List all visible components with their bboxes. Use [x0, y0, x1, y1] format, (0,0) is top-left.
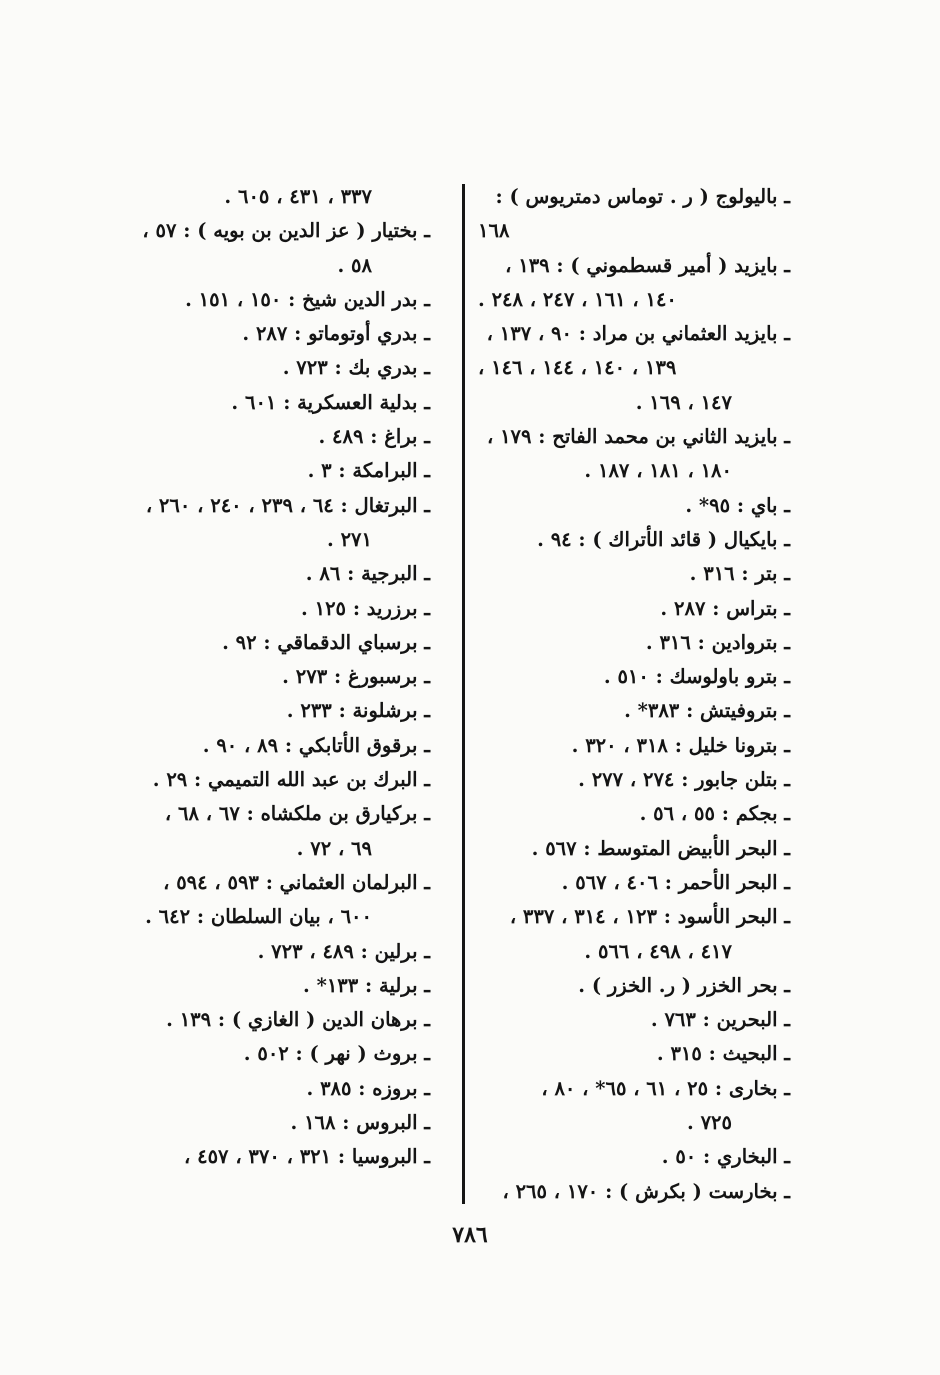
index-entry-continuation: ٥٨ . — [337, 253, 372, 277]
column-divider — [462, 184, 465, 1204]
index-entry: ـ بختيار ( عز الدين بن بويه ) : ٥٧ ، — [142, 219, 430, 243]
index-entry: ـ البرجية : ٨٦ . — [305, 562, 430, 586]
index-entry: ـ برلين : ٤٨٩ ، ٧٢٣ . — [257, 939, 430, 963]
index-entry: ـ البرك بن عبد الله التميمي : ٢٩ . — [152, 768, 430, 792]
index-entry-continuation: ٤١٧ ، ٤٩٨ ، ٥٦٦ . — [584, 939, 732, 963]
index-entry: ـ بركيارق بن ملكشاه : ٦٧ ، ٦٨ ، — [164, 802, 430, 826]
index-entry-continuation: ١٣٩ ، ١٤٠ ، ١٤٤ ، ١٤٦ ، — [478, 356, 677, 380]
index-entry: ـ بايزيد العثماني بن مراد : ٩٠ ، ١٣٧ ، — [486, 322, 790, 346]
index-entry: ـ البروس : ١٦٨ . — [290, 1111, 430, 1135]
index-entry: ـ بخارست ( بكرش ) : ١٧٠ ، ٢٦٥ ، — [502, 1179, 790, 1203]
index-entry: ـ بجكم : ٥٥ ، ٥٦ . — [639, 802, 790, 826]
index-entry: ـ باليولوج ( ر . توماس دمتريوس ) : — [495, 185, 790, 208]
index-entry: ـ بتراس : ٢٨٧ . — [660, 596, 790, 620]
index-column-left — [108, 180, 430, 1175]
index-entry: ـ براغ : ٤٨٩ . — [318, 425, 430, 449]
index-entry: ـ بدلية العسكرية : ٦٠١ . — [231, 390, 430, 414]
index-entry: ـ البروسيا : ٣٢١ ، ٣٧٠ ، ٤٥٧ ، — [184, 1145, 430, 1169]
index-entry: ـ برسبورغ : ٢٧٣ . — [282, 665, 430, 689]
index-entry: ـ البرتغال : ٦٤ ، ٢٣٩ ، ٢٤٠ ، ٢٦٠ ، — [145, 493, 430, 517]
index-entry: ـ بدري بك : ٧٢٣ . — [282, 356, 430, 380]
index-entry: ـ برلية : ١٣٣* . — [303, 973, 430, 997]
index-entry: ـ البرامكة : ٣ . — [307, 459, 430, 483]
index-entry: ـ البرلمان العثماني : ٥٩٣ ، ٥٩٤ ، — [163, 870, 430, 894]
index-entry: ـ برقوق الأتابكي : ٨٩ ، ٩٠ . — [202, 733, 430, 757]
index-entry: ـ بتروادين : ٣١٦ . — [645, 630, 790, 654]
index-entry: ـ باي : ٩٥* . — [685, 493, 790, 517]
index-entry-continuation: ١٦٨ — [478, 219, 510, 243]
index-entry: ـ البحيث : ٣١٥ . — [656, 1042, 790, 1066]
index-entry: ـ البخاري : ٥٠ . — [661, 1145, 790, 1169]
index-entry: ـ بخارى : ٢٥ ، ٦١ ، ٦٥* ، ٨٠ ، — [541, 1076, 790, 1100]
index-entry: ـ بايزيد ( أمير قسطموني ) : ١٣٩ ، — [505, 253, 790, 277]
index-entry: ـ البحر الأحمر : ٤٠٦ ، ٥٦٧ . — [561, 870, 790, 894]
index-entry: ـ بدري أوتوماتو : ٢٨٧ . — [242, 322, 430, 346]
index-entry: ـ البحر الأسود : ١٢٣ ، ٣١٤ ، ٣٣٧ ، — [509, 905, 790, 929]
index-entry: ـ بتر : ٣١٦ . — [689, 562, 790, 586]
index-entry-continuation: ١٨٠ ، ١٨١ ، ١٨٧ . — [584, 459, 732, 483]
index-column-right — [478, 180, 790, 1209]
index-entry: ـ بروزه : ٣٨٥ . — [306, 1076, 430, 1100]
index-entry: ـ برسباي الدقماقي : ٩٢ . — [222, 630, 430, 654]
index-entry: ـ برشلونة : ٢٣٣ . — [286, 699, 430, 723]
index-entry: ـ بتروفيتش : ٣٨٣* . — [624, 699, 790, 723]
index-entry-continuation: ٦٠٠ ، بيان السلطان : ٦٤٢ . — [145, 905, 372, 929]
index-entry: ـ بايزيد الثاني بن محمد الفاتح : ١٧٩ ، — [486, 425, 790, 449]
index-entry: ـ البحر الأبيض المتوسط : ٥٦٧ . — [531, 836, 790, 860]
index-entry: ـ بترونا خليل : ٣١٨ ، ٣٢٠ . — [571, 733, 790, 757]
index-entry: ـ بتلن جابور : ٢٧٤ ، ٢٧٧ . — [578, 768, 790, 792]
index-entry: ـ برهان الدين ( الغازي ) : ١٣٩ . — [166, 1008, 430, 1032]
index-entry: ـ برزريد : ١٢٥ . — [301, 596, 430, 620]
index-entry-continuation: ١٤٠ ، ١٦١ ، ٢٤٧ ، ٢٤٨ . — [478, 287, 677, 311]
index-entry: ـ بدر الدين شيخ : ١٥٠ ، ١٥١ . — [185, 287, 430, 311]
index-entry: ـ بحر الخزر ( ر. الخزر ) . — [578, 973, 790, 997]
index-entry: ـ بايكيال ( قائد الأتراك ) : ٩٤ . — [537, 527, 790, 551]
page-number: ٧٨٦ — [452, 1222, 488, 1248]
index-entry: ـ البحرين : ٧٦٣ . — [650, 1008, 790, 1032]
index-entry-continuation: ٣٣٧ ، ٤٣١ ، ٦٠٥ . — [224, 185, 372, 208]
index-entry-continuation: ٦٩ ، ٧٢ . — [296, 836, 372, 860]
index-entry: ـ بترو باولوسك : ٥١٠ . — [603, 665, 790, 689]
index-entry-continuation: ٧٢٥ . — [687, 1111, 732, 1135]
index-entry-continuation: ٢٧١ . — [327, 527, 372, 551]
index-entry-continuation: ١٤٧ ، ١٦٩ . — [635, 390, 732, 414]
index-entry: ـ بروث ( نهر ) : ٥٠٢ . — [243, 1042, 430, 1066]
